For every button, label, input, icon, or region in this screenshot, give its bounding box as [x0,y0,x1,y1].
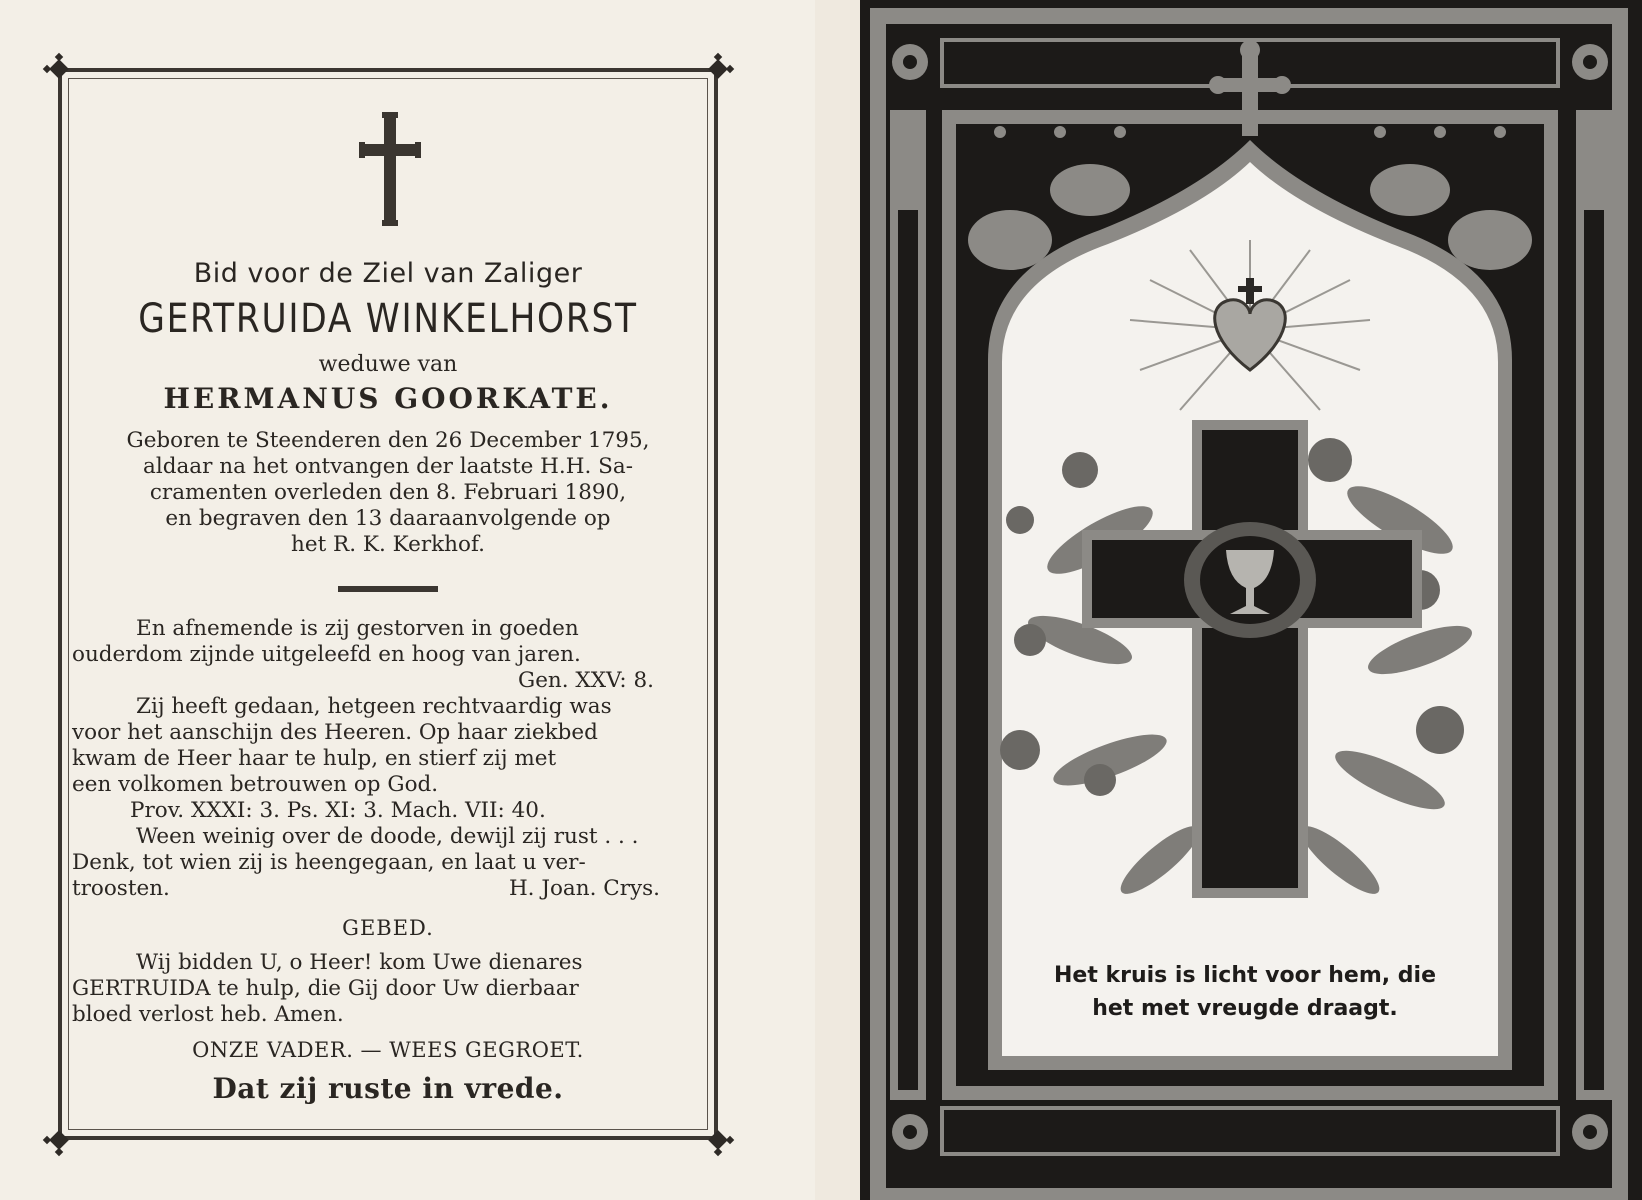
husband-name: HERMANUS GOORKATE. [163,382,613,415]
relation-text: weduwe van [318,352,458,377]
verse-line: troosten. [72,876,170,901]
detail-line: het R. K. Kerkhof. [291,532,485,557]
verse-line: Zij heeft gedaan, hetgeen rechtvaardig was [136,694,612,719]
verse-line: En afnemende is zij gestorven in goeden [136,616,579,641]
prayer-line: bloed verlost heb. Amen. [72,1002,344,1027]
prayer-line: GERTRUIDA te hulp, die Gij door Uw dierbaar [72,976,579,1001]
verse-line: Denk, tot wien zij is heengegaan, en laat u ver- [72,850,586,875]
invocation-heading: Bid voor de Ziel van Zaliger [193,258,583,289]
detail-line: en begraven den 13 daaraanvolgende op [165,506,611,531]
corner-ornament-icon [701,1123,735,1157]
detail-line: cramenten overleden den 8. Februari 1890, [149,480,627,505]
verse-line: ouderdom zijnde uitgeleefd en hoog van jaren. [72,642,581,667]
memorial-card-text-side [0,0,815,1200]
verse-reference: Gen. XXV: 8. [518,668,654,693]
card-caption-line: het met vreugde draagt. [1092,996,1398,1021]
verse-reference: H. Joan. Crys. [508,876,660,901]
card-caption-line: Het kruis is licht voor hem, die [1053,963,1436,988]
detail-line: aldaar na het ontvangen der laatste H.H. Sa- [143,454,633,479]
closing-prayers: ONZE VADER. — WEES GEGROET. [192,1038,584,1062]
verse-line: kwam de Heer haar te hulp, en stierf zij met [72,746,557,771]
corner-ornament-icon [42,1123,76,1157]
detail-line: Geboren te Steenderen den 26 December 1795, [126,428,650,453]
birth-death-details [72,428,704,558]
prayer-title: GEBED. [342,916,434,940]
verse-line: voor het aanschijn des Heeren. Op haar ziekbed [72,720,598,745]
verse-reference: Prov. XXXI: 3. Ps. XI: 3. Mach. VII: 40. [130,798,546,823]
divider [338,586,438,592]
deceased-name: GERTRUIDA WINKELHORST [138,296,638,342]
scripture-verses [72,616,704,902]
corner-ornament-icon [701,52,735,86]
verse-line: Ween weinig over de doode, dewijl zij rust . . . [136,824,639,849]
prayer-text [72,950,704,1028]
latin-cross-icon [355,110,425,230]
prayer-line: Wij bidden U, o Heer! kom Uwe dienares [136,950,583,975]
verse-last-row [72,876,704,902]
closing-blessing: Dat zij ruste in vrede. [212,1072,564,1105]
corner-ornament-icon [42,52,76,86]
verse-line: een volkomen betrouwen op God. [72,772,439,797]
